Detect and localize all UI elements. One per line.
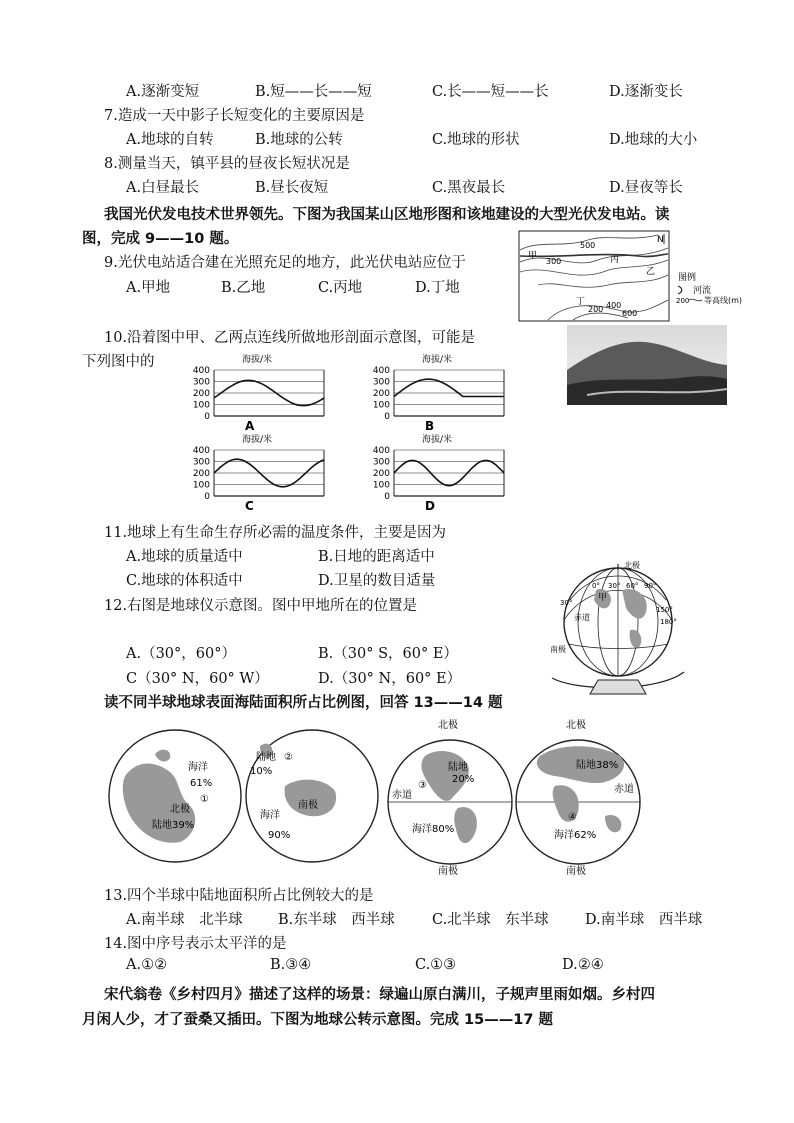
- globe-lon30-label: 30°: [608, 582, 621, 590]
- hemi2-land-label: 陆地: [256, 752, 276, 763]
- hemi2-pole: 南极: [298, 800, 318, 811]
- contour-label-200: 200: [588, 305, 604, 314]
- profile-tick-label: 100: [372, 480, 390, 491]
- profile-chart-D: [373, 433, 504, 512]
- profile-tick-label: 100: [372, 400, 390, 411]
- profile-tick-label: 400: [372, 446, 390, 456]
- q8-option-a[interactable]: A.白昼最长: [126, 180, 200, 196]
- q13-option-b[interactable]: B.东半球 西半球: [278, 912, 395, 928]
- contour-label-500: 500: [580, 241, 596, 250]
- profile-tick-label: 100: [192, 400, 210, 411]
- profile-ylabel: 海拔/米: [422, 435, 453, 445]
- q9-option-a[interactable]: A.甲地: [126, 280, 171, 296]
- profile-tick-label: 300: [372, 457, 390, 468]
- profile-tick-label: 400: [192, 446, 210, 456]
- profile-charts: [180, 352, 520, 512]
- hemi4-land: 陆地38%: [576, 760, 619, 771]
- contour-label-600: 600: [622, 309, 638, 318]
- map-label-jia: 甲: [528, 251, 538, 261]
- profile-tick-label: 200: [192, 469, 210, 479]
- q9-option-c[interactable]: C.丙地: [318, 280, 363, 296]
- globe-equator-label: 赤道: [574, 613, 590, 622]
- globe-lon60-label: 60°: [626, 582, 639, 590]
- globe-south-label: 南极: [550, 645, 566, 654]
- globe-north-label: 北极: [624, 561, 640, 570]
- profile-chart-C: [193, 433, 324, 512]
- profile-tick-label: 300: [192, 377, 210, 388]
- hemi2-ocean-label: 海洋: [260, 810, 280, 821]
- profile-panel-label: C: [245, 499, 254, 512]
- hemi4-number: ④: [568, 812, 577, 823]
- hemisphere-1: [109, 730, 241, 862]
- legend-river: 河流: [693, 286, 712, 296]
- q8-stem: 8.测量当天，镇平县的昼夜长短状况是: [104, 156, 350, 172]
- globe-lon150-label: 150°: [656, 606, 673, 614]
- intro-15-17-line2: 月闲人少，才了蚕桑又插田。下图为地球公转示意图。完成 15——17 题: [82, 1012, 553, 1028]
- hemi4-ocean: 海洋62%: [554, 830, 597, 841]
- globe-lon0-label: 0°: [592, 582, 600, 590]
- profile-tick-label: 0: [384, 412, 390, 422]
- q11-option-c[interactable]: C.地球的体积适中: [126, 573, 243, 589]
- profile-ylabel: 海拔/米: [422, 355, 453, 365]
- q9-option-d[interactable]: D.丁地: [415, 280, 460, 296]
- globe-jia-label: 甲: [598, 593, 608, 603]
- globe-lon180-label: 180°: [660, 618, 677, 626]
- q14-option-d[interactable]: D.②④: [562, 957, 604, 973]
- hemisphere-diagrams: [100, 716, 700, 876]
- profile-ylabel: 海拔/米: [242, 355, 273, 365]
- intro-9-10-line2: 图，完成 9——10 题。: [82, 231, 239, 247]
- profile-tick-label: 0: [384, 492, 390, 502]
- intro-13-14: 读不同半球地球表面海陆面积所占比例图，回答 13——14 题: [104, 695, 503, 711]
- q12-option-c[interactable]: C（30° N，60° W）: [126, 671, 269, 687]
- globe-lat30-label: 30°: [560, 599, 573, 607]
- globe-lon90-label: 90°: [644, 582, 657, 590]
- hemi3-ocean: 海洋80%: [412, 824, 455, 835]
- hemi2-land-pct: 10%: [250, 766, 273, 777]
- intro-9-10-line1: 我国光伏发电技术世界领先。下图为我国某山区地形图和该地建设的大型光伏发电站。读: [104, 207, 670, 223]
- map-label-ding: 丁: [576, 297, 586, 307]
- hemi1-ocean-label: 海洋: [188, 762, 208, 773]
- q8-option-c[interactable]: C.黑夜最长: [432, 180, 506, 196]
- q12-stem: 12.右图是地球仪示意图。图中甲地所在的位置是: [104, 598, 418, 614]
- hemisphere-4: [516, 718, 640, 876]
- profile-panel-label: D: [425, 499, 435, 512]
- legend-title: 图例: [678, 273, 697, 283]
- contour-label-400: 400: [606, 301, 622, 310]
- q8-option-b[interactable]: B.昼长夜短: [255, 180, 329, 196]
- profile-tick-label: 200: [372, 389, 390, 399]
- q12-option-d[interactable]: D.（30° N，60° E）: [318, 671, 462, 687]
- globe-diagram: [548, 560, 708, 698]
- hemi3-land-label: 陆地: [448, 762, 468, 773]
- profile-tick-label: 200: [372, 469, 390, 479]
- q9-option-b[interactable]: B.乙地: [221, 280, 266, 296]
- q13-stem: 13.四个半球中陆地面积所占比例较大的是: [104, 888, 374, 904]
- hemi1-land: 陆地39%: [152, 820, 195, 831]
- q7-option-a[interactable]: A.地球的自转: [126, 132, 214, 148]
- q12-option-a[interactable]: A.（30°，60°）: [126, 646, 236, 662]
- map-label-bing: 丙: [610, 255, 620, 265]
- q7-option-b[interactable]: B.地球的公转: [255, 132, 343, 148]
- north-arrow-icon: N: [657, 235, 664, 245]
- profile-chart-B: [373, 353, 504, 433]
- q6-option-b[interactable]: B.短——长——短: [255, 84, 372, 100]
- intro-15-17-line1: 宋代翁卷《乡村四月》描述了这样的场景：绿遍山原白满川，子规声里雨如烟。乡村四: [104, 987, 655, 1003]
- profile-tick-label: 200: [192, 389, 210, 399]
- profile-panel-label: B: [425, 419, 435, 433]
- q6-option-d[interactable]: D.逐渐变长: [609, 84, 683, 100]
- profile-tick-label: 400: [372, 366, 390, 376]
- profile-tick-label: 100: [192, 480, 210, 491]
- q6-option-a[interactable]: A.逐渐变短: [126, 84, 200, 100]
- q7-option-c[interactable]: C.地球的形状: [432, 132, 520, 148]
- profile-ylabel: 海拔/米: [242, 435, 273, 445]
- legend-contour-sample: 200: [676, 297, 690, 305]
- hemi3-land-pct: 20%: [452, 774, 475, 785]
- hemi1-pole: 北极: [170, 804, 190, 815]
- hemi4-equator: 赤道: [614, 784, 634, 795]
- q13-option-d[interactable]: D.南半球 西半球: [585, 912, 703, 928]
- profile-tick-label: 400: [192, 366, 210, 376]
- legend-contour: 等高线(m): [704, 296, 743, 305]
- q11-option-a[interactable]: A.地球的质量适中: [126, 549, 243, 565]
- profile-tick-label: 0: [204, 492, 210, 502]
- hemi1-ocean-pct: 61%: [190, 778, 213, 789]
- q9-stem: 9.光伏电站适合建在光照充足的地方，此光伏电站应位于: [104, 255, 466, 271]
- q11-option-b[interactable]: B.日地的距离适中: [318, 549, 435, 565]
- hemi3-north: 北极: [438, 720, 458, 731]
- map-label-yi: 乙: [646, 267, 656, 277]
- q14-option-a[interactable]: A.①②: [126, 957, 168, 973]
- q7-stem: 7.造成一天中影子长短变化的主要原因是: [104, 108, 365, 124]
- topographic-map: [518, 230, 790, 324]
- q14-option-b[interactable]: B.③④: [270, 957, 312, 973]
- q10-stem-line1: 10.沿着图中甲、乙两点连线所做地形剖面示意图，可能是: [104, 330, 476, 346]
- profile-tick-label: 300: [192, 457, 210, 468]
- q8-option-d[interactable]: D.昼夜等长: [609, 180, 683, 196]
- hemi3-number: ③: [418, 780, 427, 791]
- profile-tick-label: 300: [372, 377, 390, 388]
- profile-chart-A: [193, 353, 324, 433]
- hemi2-ocean-pct: 90%: [268, 830, 291, 841]
- hemisphere-2: [246, 730, 378, 862]
- q11-option-d[interactable]: D.卫星的数目适量: [318, 573, 436, 589]
- hemi3-south: 南极: [438, 866, 458, 876]
- q7-option-d[interactable]: D.地球的大小: [609, 132, 698, 148]
- q13-option-a[interactable]: A.南半球 北半球: [126, 912, 243, 928]
- hemi2-number: ②: [284, 752, 293, 763]
- hemi3-equator: 赤道: [392, 790, 412, 801]
- solar-station-photo: [567, 325, 727, 405]
- q14-option-c[interactable]: C.①③: [415, 957, 457, 973]
- hemi1-number: ①: [200, 794, 209, 805]
- contour-label-300: 300: [546, 257, 562, 266]
- q12-option-b[interactable]: B.（30° S，60° E）: [318, 646, 458, 662]
- hemi4-south: 南极: [566, 866, 586, 876]
- profile-panel-label: A: [245, 419, 255, 433]
- q14-stem: 14.图中序号表示太平洋的是: [104, 936, 287, 952]
- hemisphere-3: [388, 718, 512, 876]
- hemi4-north: 北极: [566, 720, 586, 731]
- q11-stem: 11.地球上有生命生存所必需的温度条件，主要是因为: [104, 525, 447, 541]
- profile-tick-label: 0: [204, 412, 210, 422]
- q6-option-c[interactable]: C.长——短——长: [432, 84, 549, 100]
- q13-option-c[interactable]: C.北半球 东半球: [432, 912, 549, 928]
- q10-stem-line2: 下列图中的: [82, 354, 155, 370]
